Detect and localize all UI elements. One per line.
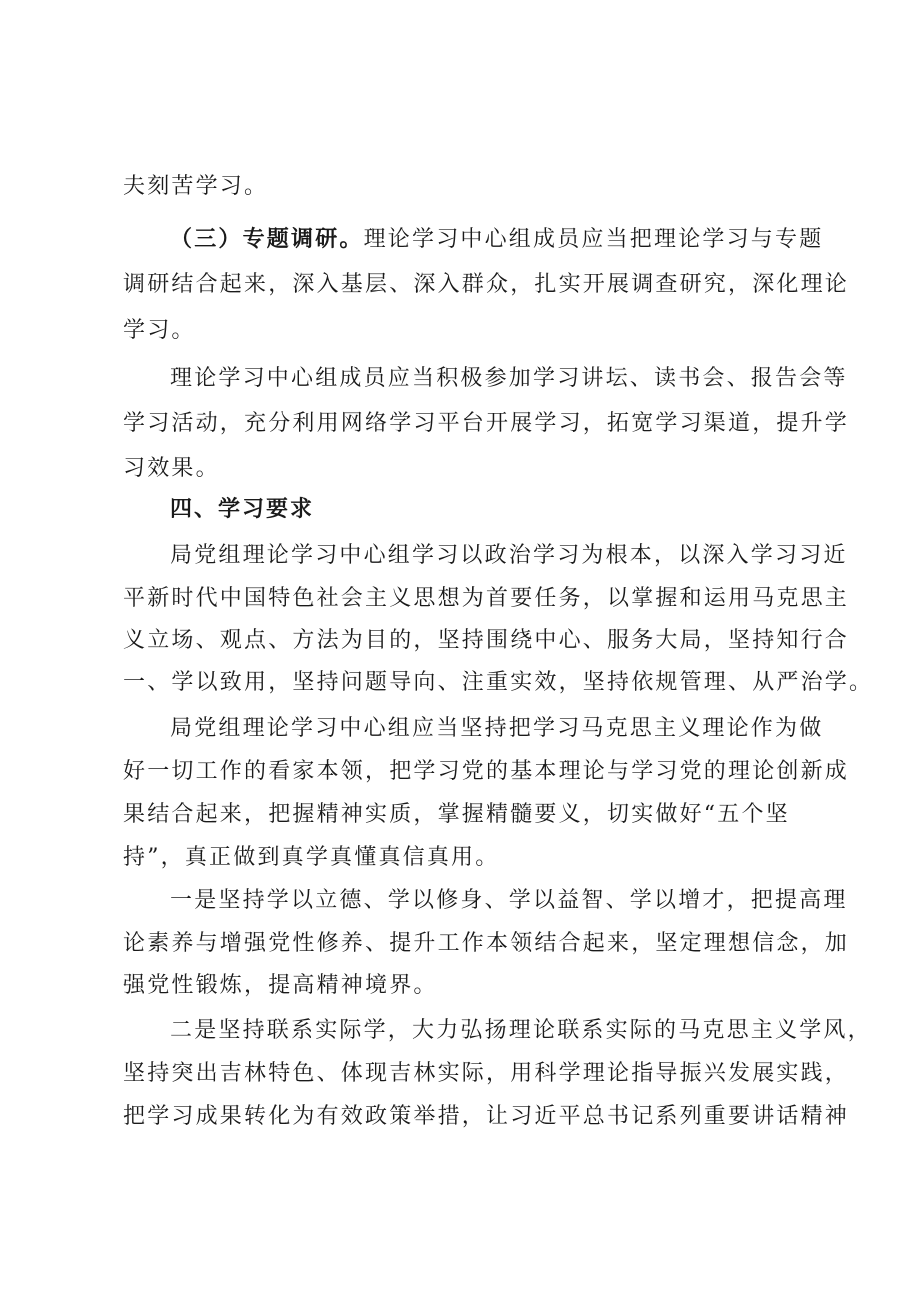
paragraph-4-line-2: 平新时代中国特色社会主义思想为首要任务，以掌握和运用马克思主 xyxy=(123,586,850,611)
paragraph-3-line-3: 习效果。 xyxy=(123,456,220,481)
paragraph-3-line-1: 理论学习中心组成员应当积极参加学习讲坛、读书会、报告会等 xyxy=(170,366,848,391)
paragraph-4-line-3: 义立场、观点、方法为目的，坚持围绕中心、服务大局，坚持知行合 xyxy=(123,628,850,653)
paragraph-7-line-1: 二是坚持联系实际学，大力弘扬理论联系实际的马克思主义学风， xyxy=(170,1018,872,1043)
section-heading: 四、学习要求 xyxy=(170,497,315,522)
paragraph-5-line-1: 局党组理论学习中心组应当坚持把学习马克思主义理论作为做 xyxy=(170,716,824,741)
paragraph-6-line-3: 强党性锻炼，提高精神境界。 xyxy=(123,973,438,998)
paragraph-6-line-2: 论素养与增强党性修养、提升工作本领结合起来，坚定理想信念，加 xyxy=(123,931,850,956)
paragraph-3-line-2: 学习活动，充分利用网络学习平台开展学习，拓宽学习渠道，提升学 xyxy=(123,411,850,436)
paragraph-4-line-4: 一、学以致用，坚持问题导向、注重实效，坚持依规管理、从严治学。 xyxy=(123,670,874,695)
paragraph-7-line-2: 坚持突出吉林特色、体现吉林实际，用科学理论指导振兴发展实践， xyxy=(123,1061,850,1086)
paragraph-5-line-4: 持”，真正做到真学真懂真信真用。 xyxy=(123,845,500,870)
paragraph-2-line-3: 学习。 xyxy=(123,318,196,343)
subsection-label: （三）专题调研。 xyxy=(170,227,364,252)
paragraph-5-line-2: 好一切工作的看家本领，把学习党的基本理论与学习党的理论创新成 xyxy=(123,759,850,784)
paragraph-2-line-1 xyxy=(170,225,824,255)
paragraph-2-line-1-text: 理论学习中心组成员应当把理论学习与专题 xyxy=(363,227,824,252)
paragraph-6-line-1: 一是坚持学以立德、学以修身、学以益智、学以增才，把提高理 xyxy=(170,888,848,913)
paragraph-2-line-2: 调研结合起来，深入基层、深入群众，扎实开展调查研究，深化理论 xyxy=(123,272,850,297)
paragraph-4-line-1: 局党组理论学习中心组学习以政治学习为根本，以深入学习习近 xyxy=(170,543,848,568)
paragraph-7-line-3: 把学习成果转化为有效政策举措，让习近平总书记系列重要讲话精神 xyxy=(123,1104,850,1129)
paragraph-1-line-1: 夫刻苦学习。 xyxy=(123,174,269,199)
paragraph-5-line-3: 果结合起来，把握精神实质，掌握精髓要义，切实做好“五个坚 xyxy=(123,802,790,827)
